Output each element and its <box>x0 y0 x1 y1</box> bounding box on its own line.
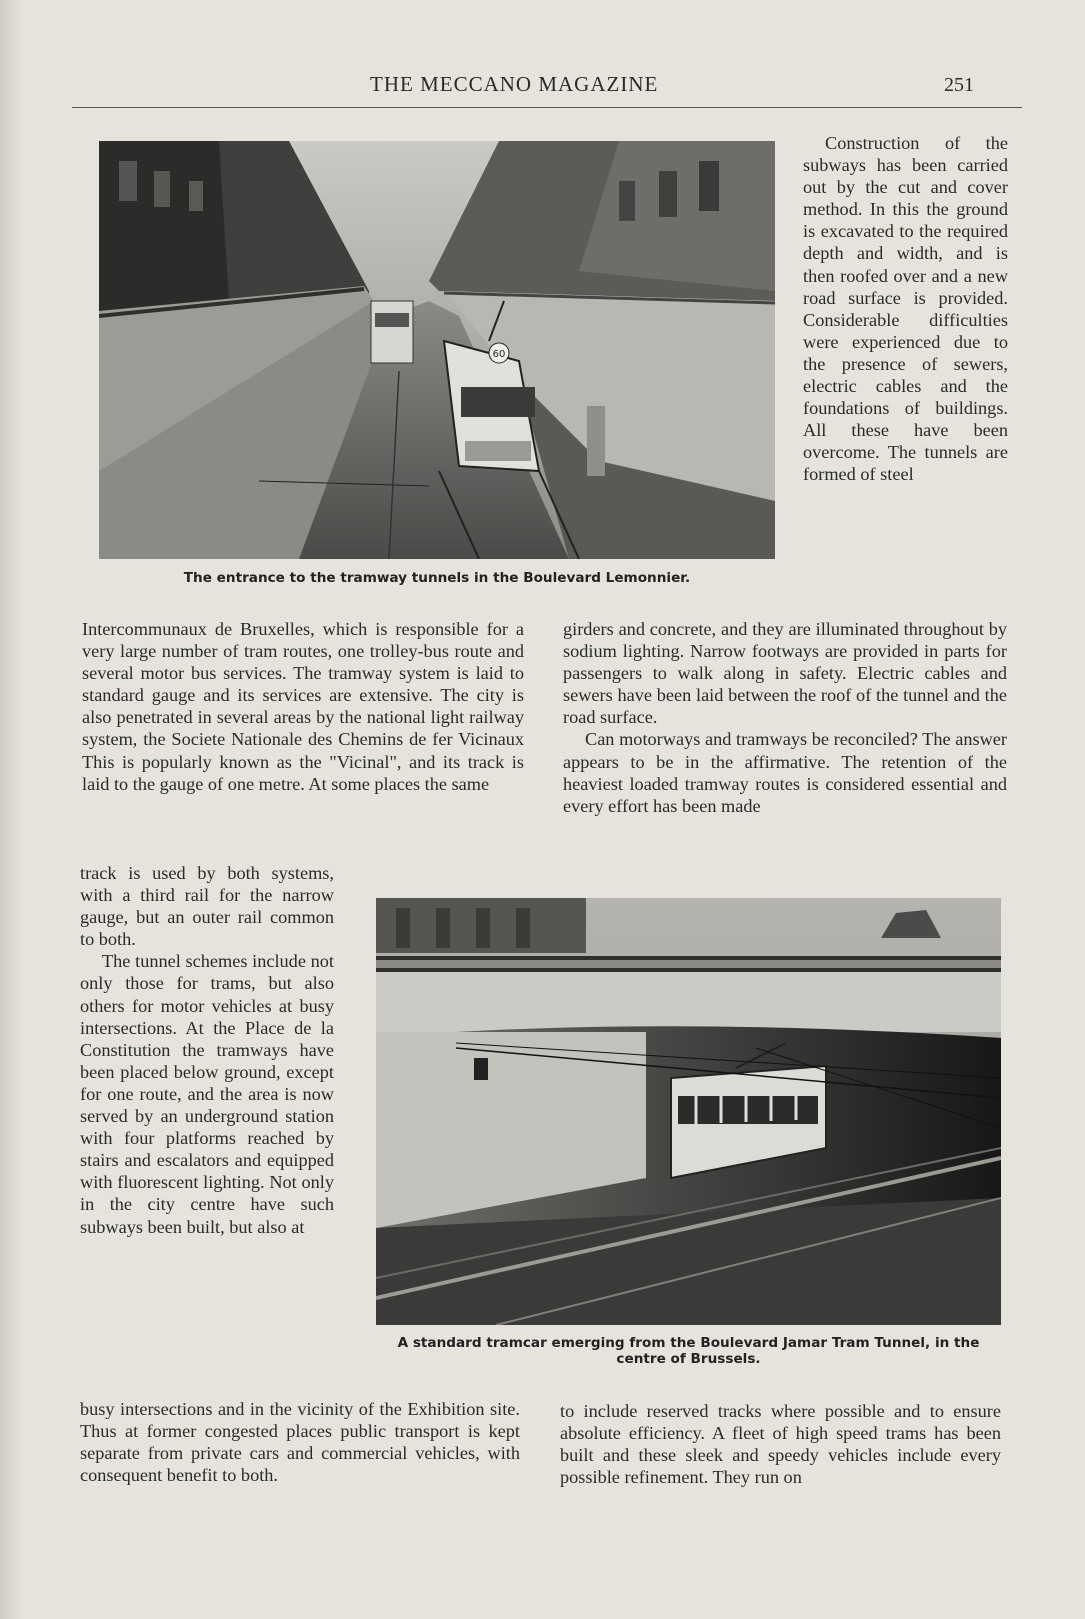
column-bottom-left <box>80 1398 520 1486</box>
paragraph-track-used: track is used by both systems, with a third rail for the narrow gauge, but an outer rail common to both. <box>80 863 334 950</box>
photo-tram-emerging <box>376 898 1001 1325</box>
paragraph-busy-intersections: busy intersections and in the vicinity of the Exhibition site. Thus at former congested places public transport is kept separate from private cars and commercial vehicles, with consequent benefit to both. <box>80 1399 520 1486</box>
paragraph-reserved-tracks: to include reserved tracks where possible and to ensure absolute efficiency. A fleet of high speed trams has been built and these sleek and speedy vehicles include every possible refinement. They run on <box>560 1401 1001 1488</box>
header-rule <box>72 107 1022 108</box>
paragraph-girders: girders and concrete, and they are illuminated throughout by sodium lighting. Narrow footways are provided in parts for passengers to walk along in safety. Electric cables and sewers have been laid between the roof of the tunnel and the road surface. <box>563 619 1007 728</box>
page-number: 251 <box>944 74 974 96</box>
page-edge-shadow <box>0 0 22 1619</box>
caption-bottom-photo: A standard tramcar emerging from the Boulevard Jamar Tram Tunnel, in the centre of Brussels. <box>397 1335 980 1367</box>
paragraph-tunnel-schemes: The tunnel schemes include not only those for trams, but also others for motor vehicles at busy intersections. At the Place de la Constitution the tramways have been placed below ground, except for one route, and the area is now served by an underground station with four platforms reached by stairs and escalators and equipped with fluorescent lighting. Not only in the city centre have such subways been built, but also at <box>80 951 334 1237</box>
magazine-title: THE MECCANO MAGAZINE <box>370 72 659 96</box>
column-top-right <box>803 132 1008 486</box>
paragraph-motorways: Can motorways and tramways be reconciled? The answer appears to be in the affirmative. The retention of the heaviest loaded tramway routes is considered essential and every effort has been made <box>563 729 1007 816</box>
column-left-mid <box>82 618 524 795</box>
running-header <box>72 72 1022 106</box>
caption-top-photo: The entrance to the tramway tunnels in the Boulevard Lemonnier. <box>183 570 691 586</box>
paragraph-construction: Construction of the subways has been carried out by the cut and cover method. In this the ground is excavated to the required depth and width, and is then roofed over and a new road surface is provided. Considerable difficulties were experienced due to the presence of sewers, electric cables and the foundations of buildings. All these have been overcome. The tunnels are formed of steel <box>803 133 1008 485</box>
column-right-mid <box>563 618 1007 817</box>
photo-tunnel-entrance <box>99 141 775 559</box>
column-bottom-right <box>560 1400 1001 1488</box>
tram-route-number: 60 <box>492 349 506 360</box>
column-left-narrow <box>80 862 334 1238</box>
paragraph-intercommunaux: Intercommunaux de Bruxelles, which is responsible for a very large number of tram routes, one trolley-bus route and several motor bus services. The tramway system is laid to standard gauge and its services are extensive. The city is also penetrated in several areas by the national light railway system, the Societe Nationale des Chemins de fer Vicinaux This is popularly known as the "Vicinal", and its track is laid to the gauge of one metre. At some places the same <box>82 619 524 794</box>
